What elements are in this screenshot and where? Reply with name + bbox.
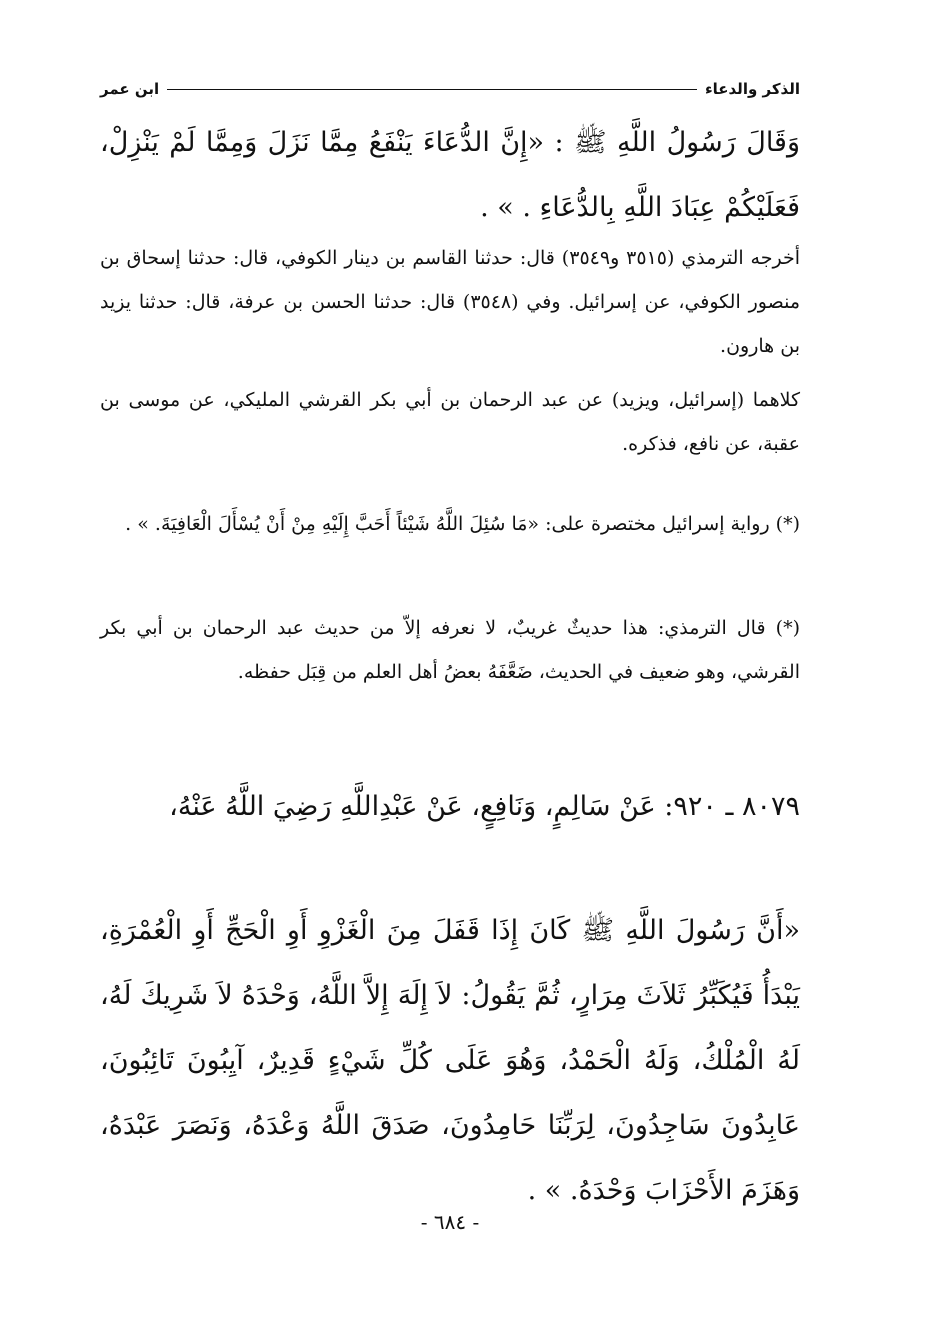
chain-paragraph: كلاهما (إسرائيل، ويزيد) عن عبد الرحمان بن أبي بكر القرشي المليكي، عن موسى بن عقبة، عن نافع، فذكره. xyxy=(100,389,800,455)
hadith-text-paragraph: «أَنَّ رَسُولَ اللَّهِ ﷺ كَانَ إِذَا قَفَلَ مِنَ الْغَزْوِ أَوِ الْحَجِّ أَوِ الْعُمْرَةِ، يَبْدَأُ فَيُكَبِّرُ ثَلاَثَ مِرَارٍ، ثُمَّ يَقُولُ: لاَ إِلَهَ إِلاَّ اللَّهُ، وَحْدَهُ لاَ شَرِيكَ لَهُ، لَهُ الْمُلْكُ، وَلَهُ الْحَمْدُ، وَهُوَ عَلَى كُلِّ شَيْءٍ قَدِيرٌ، آيِبُونَ تَائِبُونَ، عَابِدُونَ سَاجِدُونَ، لِرَبِّنَا حَامِدُونَ، صَدَقَ اللَّهُ وَعْدَهُ، وَنَصَرَ عَبْدَهُ، وَهَزَمَ الأَحْزَابَ وَحْدَهُ. » . xyxy=(100,915,800,1206)
running-header xyxy=(100,74,800,104)
takhrij-paragraph: أخرجه الترمذي (٣٥١٥ و٣٥٤٩) قال: حدثنا القاسم بن دينار الكوفي، قال: حدثنا إسحاق بن منصور الكوفي، عن إسرائيل. وفي (٣٥٤٨) قال: حدثنا الحسن بن عرفة، قال: حدثنا يزيد بن هارون. xyxy=(100,247,800,357)
header-chapter-title: الذكر والدعاء xyxy=(704,80,800,98)
hadith-number-paragraph: ٨٠٧٩ ـ ٩٢٠: عَنْ سَالِمٍ، وَنَافِعٍ، عَنْ عَبْدِاللَّهِ رَضِيَ اللَّهُ عَنْهُ، xyxy=(169,791,800,822)
note-tirmidhi-paragraph: (*) قال الترمذي: هذا حديثٌ غريبٌ، لا نعرفه إلاّ من حديث عبد الرحمان بن أبي بكر القرشي، وهو ضعيف في الحديث، ضَعَّفَهُ بعضُ أهل العلم من قِبَل حفظه. xyxy=(100,617,800,683)
note-israil-paragraph: (*) رواية إسرائيل مختصرة على: «مَا سُئِلَ اللَّهُ شَيْئاً أَحَبَّ إِلَيْهِ مِنْ أَنْ يُسْأَلَ الْعَافِيَةَ. » . xyxy=(125,513,800,535)
header-section-title: ابن عمر xyxy=(100,80,160,98)
page-number: - ٦٨٤ - xyxy=(420,1210,480,1234)
header-rule xyxy=(167,89,697,90)
hadith-quote-paragraph: وَقَالَ رَسُولُ اللَّهِ ﷺ : «إِنَّ الدُّعَاءَ يَنْفَعُ مِمَّا نَزَلَ وَمِمَّا لَمْ يَنْزِلْ، فَعَلَيْكُمْ عِبَادَ اللَّهِ بِالدُّعَاءِ . » . xyxy=(100,127,800,223)
